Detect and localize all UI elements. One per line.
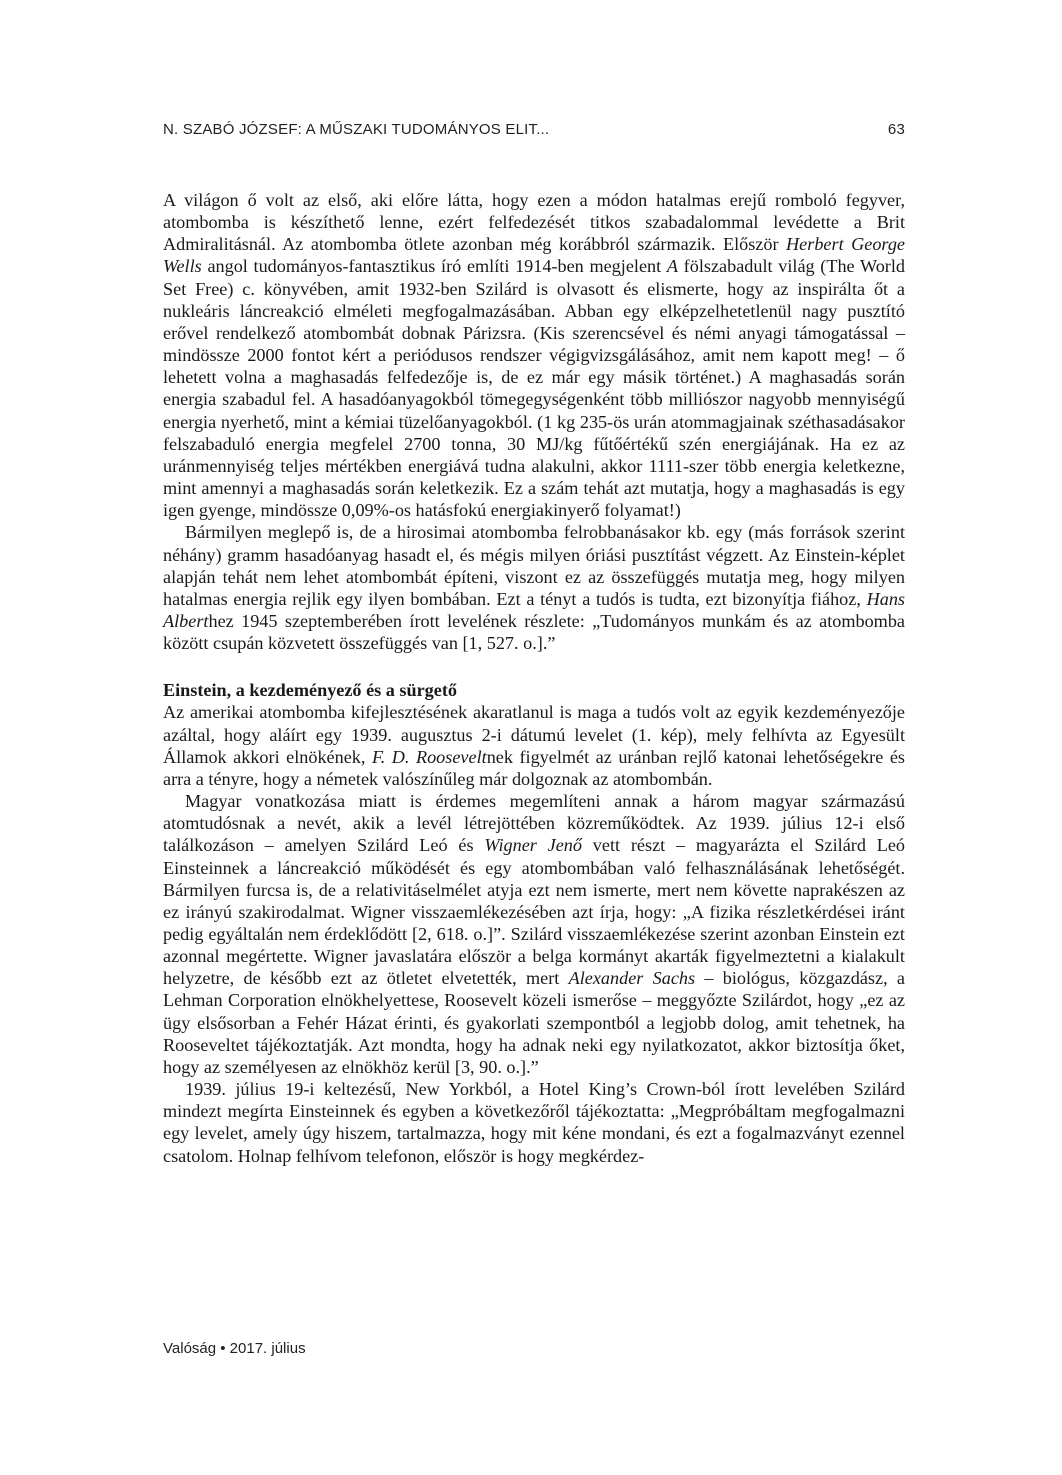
text-run: – biológus, közgazdász, a Lehman Corporation elnökhelyettese, Roosevelt közeli ismerőse – meggyőzte Szilárdot, hogy „ez az ügy elsősorban a Fehér Házat érinti, és gyakorlati szempontból a legjobb dolog, amit tehetnek, ha Rooseveltet tájékoztatják. Azt mondta, hogy ha adnak neki egy nyilatkozatot, akkor biztosítja őket, hogy az személyesen az elnökhöz kerül [3, 90. o.].” <box>163 968 905 1077</box>
text-run: hez 1945 szeptemberében írott levelének részlete: „Tudományos munkám és az atombomba között csupán közvetett összefüggés van [1, 527. o.].” <box>163 610 905 654</box>
text-run: fölszabadult világ (The World Set Free) c. könyvében, amit 1932-ben Szilárd is olvasott és elismerte, hogy az inspirálta őt a nukleáris láncreakció elméleti megfogalmazásában. Abban egy elképzelhetetlenül nagy pusztító erővel rendelkező atombombát dobnak Párizsra. (Kis szerencsével és némi anyagi támogatással – mindössze 2000 fontot kért a periódusos rendszer végigvizsgálásához, amit nem kapott meg! – ő lehetett volna a maghasadás felfedezője is, de ez már egy másik történet.) A maghasadás során energia szabadul fel. A hasadóanyagokból tömegegységenként több milliószor nagyobb mennyiségű energia nyerhető, mint a kémiai tüzelőanyagokból. (1 kg 235-ös urán atommagjainak széthasadásakor felszabaduló energia megfelel 2700 tonna, 30 MJ/kg fűtőértékű szén energiájának. Ha ez az uránmennyiség teljes mértékben energiává tudna alakulni, akkor 1111-szer több energia keletkezne, mint amennyi a maghasadás során keletkezik. Ez a szám tehát azt mutatja, hogy a maghasadás is egy igen gyenge, mindössze 0,09%-os hatásfokú energiakinyerő folyamat!) <box>163 256 905 521</box>
text-run: Az amerikai atombomba kifejlesztésének akaratlanul is maga a tudós volt az egyik kezdeményezője azáltal, hogy aláírt egy 1939. augusztus 2-i dátumú levelet (1. kép), mely felhívta az Egyesült Államok akkori elnökének, <box>163 702 905 767</box>
text-run: A világon ő volt az első, aki előre látta, hogy ezen a módon hatalmas erejű romboló fegyver, atombomba is készíthető lenne, ezért felfedezését titkos szabadalommal levédette a Brit Admiralitásnál. Az atombomba ötlete azonban még korábbról származik. Először <box>163 190 905 255</box>
paragraph-5: 1939. július 19-i keltezésű, New Yorkból, a Hotel King’s Crown-ból írott levelében Szilárd mindezt megírta Einsteinnek és egyben a következőről tájékoztatta: „Megpróbáltam megfogalmazni egy levelet, amely úgy hiszem, tartalmazza, hogy mit kéne mondani, és ezt a fogalmazványt ezennel csatolom. Holnap felhívom telefonon, először is hogy megkérdez- <box>163 1079 905 1166</box>
text-run: vett részt – magyarázta el Szilárd Leó Einsteinnek a láncreakció működését és egy atombombában való felhasználásának lehetőségét. Bármilyen furcsa is, de a relativitáselmélet atyja ezt nem ismerte, mert nem követte naprakészen az ez irányú szakirodalmat. Wigner visszaemlékezésében azt írja, hogy: „A fizika részletkérdései iránt pedig egyáltalán nem érdeklődött [2, 618. o.]”. Szilárd visszaemlékezése szerint azonban Einstein ezt azonnal megértette. Wigner javaslatára először a belga kormányt akarták figyelmeztetni a kialakult helyzetre, de később ezt az ötletet elvetették, mert <box>163 835 905 989</box>
text-run: nek figyelmét az uránban rejlő katonai lehetőségekre és arra a tényre, hogy a németek valószínűleg már dolgoznak az atombombán. <box>163 746 905 789</box>
page-footer: Valóság • 2017. július <box>163 1340 306 1357</box>
text-run: Bármilyen meglepő is, de a hirosimai atombomba felrobbanásakor kb. egy (más források szerint néhány) gramm hasadóanyag hasadt el, és mégis milyen óriási pusztítást végzett. Az Einstein-képlet alapján tehát nem lehet atombombát építeni, viszont ez az összefüggés mutatja meg, hogy milyen hatalmas energia rejlik egy ilyen bombában. Ezt a tényt a tudós is tudta, ezt bizonyítja fiához, <box>163 522 905 609</box>
page-number: 63 <box>887 121 905 138</box>
paragraph-2 <box>163 521 905 654</box>
paragraph-1 <box>163 189 905 521</box>
article-body <box>163 189 905 1167</box>
book-title-article: A <box>666 256 678 277</box>
person-name-roosevelt: F. D. Roosevelt <box>371 746 487 767</box>
section-heading: Einstein, a kezdeményező és a sürgető <box>163 680 457 701</box>
person-name-sachs: Alexander Sachs <box>568 968 696 989</box>
text-run: angol tudományos-fantasztikus író említi 1914-ben megjelent <box>201 256 667 277</box>
person-name-wells: Herbert George Wells <box>163 234 905 277</box>
person-name-wigner: Wigner Jenő <box>484 835 582 856</box>
running-title: N. SZABÓ JÓZSEF: A MŰSZAKI TUDOMÁNYOS ELIT... <box>163 121 550 138</box>
person-name-hans-albert: Hans Albert <box>163 588 905 631</box>
paragraph-4 <box>163 790 905 1078</box>
paragraph-3 <box>163 701 905 790</box>
text-run: Magyar vonatkozása miatt is érdemes megemlíteni annak a három magyar származású atomtudósnak a nevét, akik a levél létrejöttében közreműködtek. Az 1939. július 12-i első találkozáson – amelyen Szilárd Leó és <box>163 791 905 856</box>
